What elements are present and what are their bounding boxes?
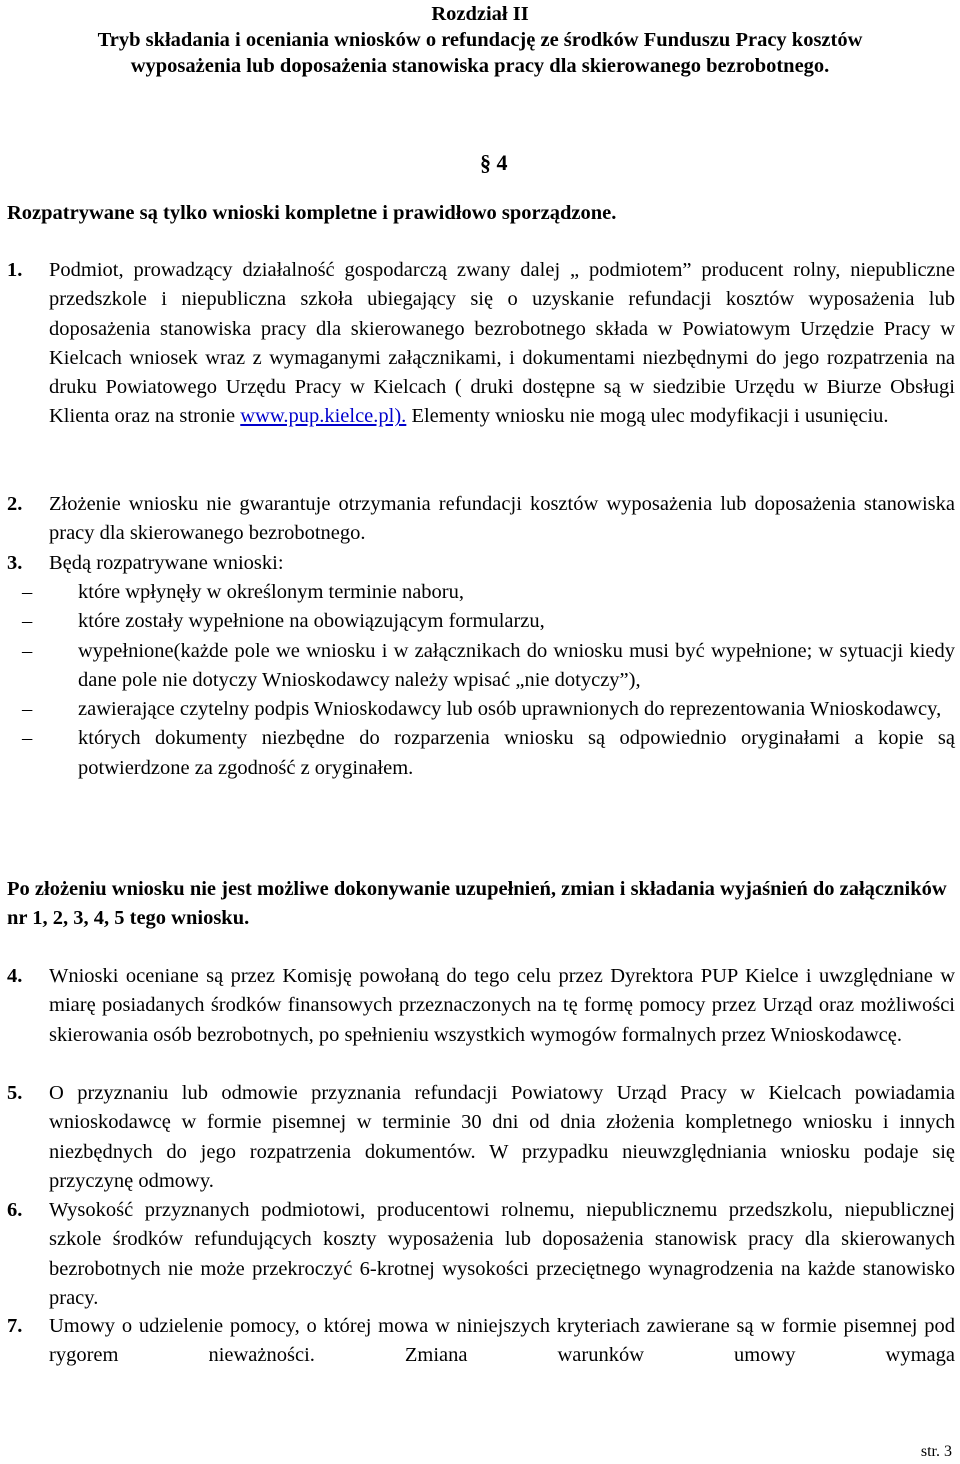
item-text: Złożenie wniosku nie gwarantuje otrzymania refundacji kosztów wyposażenia lub doposażenia stanowiska pracy dla skierowanego bezrobotnego. [49,493,955,545]
list-item [22,637,955,696]
section-symbol: § 4 [480,150,508,175]
chapter-subtitle-line2: wyposażenia lub doposażenia stanowiska pracy dla skierowanego bezrobotnego. [130,55,830,77]
list-item-3 [7,549,955,578]
item-number: 4. [7,965,23,987]
item-number: 5. [7,1082,23,1104]
notice-paragraph: Po złożeniu wniosku nie jest możliwe dokonywanie uzupełnień, zmian i składania wyjaśnień do załączników nr 1, 2, 3, 4, 5 tego wniosku. [7,878,947,930]
requirements-list [22,578,955,783]
item-text [49,256,955,432]
list-item-1 [7,256,955,432]
item-text: Wysokość przyznanych podmiotowi, producentowi rolnemu, niepublicznemu przedszkolu, niepublicznej szkole środków refundujących koszty wyposażenia lub doposażenia stanowisk pracy dla skierowanych bezrobotnych nie może przekroczyć 6-krotnej wysokości przeciętnego wynagrodzenia na każde stanowisko pracy. [49,1199,955,1309]
dash-bullet: – [22,698,33,721]
list-item-text: zawierające czytelny podpis Wnioskodawcy lub osób uprawnionych do reprezentowania Wnioskodawcy, [78,698,942,721]
list-item-2 [7,490,955,549]
chapter-subtitle-line1: Tryb składania i oceniania wniosków o refundację ze środków Funduszu Pracy kosztów [97,29,863,51]
list-item [22,695,955,724]
dash-bullet: – [22,639,33,662]
list-item [22,607,955,636]
item-text: Umowy o udzielenie pomocy, o której mowa w niniejszych kryteriach zawierane są w formie pisemnej pod rygorem nieważności. Zmiana warunków umowy wymaga [49,1315,955,1367]
chapter-title: Rozdział II [431,3,529,25]
list-item-text: które zostały wypełnione na obowiązującym formularzu, [78,610,545,633]
page-number: str. 3 [920,1443,952,1460]
item-number: 1. [7,259,23,281]
list-item-4 [7,962,955,1050]
item-text: Wnioski oceniane są przez Komisję powołaną do tego celu przez Dyrektora PUP Kielce i uwzględniane w miarę posiadanych środków finansowych przeznaczonych na tę formę pomocy przez Urząd oraz możliwości skierowania osób bezrobotnych, po spełnieniu wszystkich wymogów formalnych przez Wnioskodawcę. [49,965,955,1046]
list-item [22,578,955,607]
item-number: 2. [7,493,23,515]
list-item-text: które wpłynęły w określonym terminie naboru, [78,581,464,603]
dash-bullet: – [22,581,33,603]
item-text-part: Podmiot, prowadzący działalność gospodarczą zwany dalej „ podmiotem” producent rolny, niepubliczne przedszkole i niepubliczna szkoła ubiegający się o uzyskanie refundacji kosztów wyposażenia lub doposażenia stanowiska pracy dla skierowanego bezrobotnego składa w Powiatowym Urzędzie Pracy w Kielcach wniosek wraz z wymaganymi załącznikami, i dokumentami niezbędnymi do jego rozpatrzenia na druku Powiatowego Urzędu Pracy w Kielcach ( druki dostępne są w siedzibie Urzędu w Biurze Obsługi Klienta oraz na stronie [49,259,955,428]
item-number: 3. [7,552,23,574]
list-item-text: wypełnione(każde pole we wniosku i w załącznikach do wniosku musi być wypełnione; w sytuacji kiedy dane pole nie dotyczy Wnioskodawcy należy wpisać „nie dotyczy”), [78,639,955,691]
item-text: O przyznaniu lub odmowie przyznania refundacji Powiatowy Urząd Pracy w Kielcach powiadamia wnioskodawcę w formie pisemnej w terminie 30 dni od dnia złożenia kompletnego wniosku i innych niezbędnych do jego rozpatrzenia dokumentów. W przypadku nieuwzględniania wniosku podaje się przyczynę odmowy. [49,1082,955,1192]
item-number: 7. [7,1315,23,1337]
list-item [22,724,955,783]
dash-bullet: – [22,610,33,633]
item-text: Będą rozpatrywane wnioski: [49,552,284,574]
item-text-part: Elementy wniosku nie mogą ulec modyfikacji i usunięciu. [406,405,889,428]
section-intro: Rozpatrywane są tylko wnioski kompletne i prawidłowo sporządzone. [7,202,617,224]
list-item-5 [7,1079,955,1196]
item-number: 6. [7,1199,23,1221]
list-item-text: których dokumenty niezbędne do rozparzenia wniosku są odpowiednio oryginałami a kopie są potwierdzone za zgodność z oryginałem. [78,727,955,779]
list-item-7 [7,1312,955,1371]
website-link[interactable]: www.pup.kielce.pl). [240,405,407,428]
dash-bullet: – [22,727,33,750]
list-item-6 [7,1196,955,1313]
